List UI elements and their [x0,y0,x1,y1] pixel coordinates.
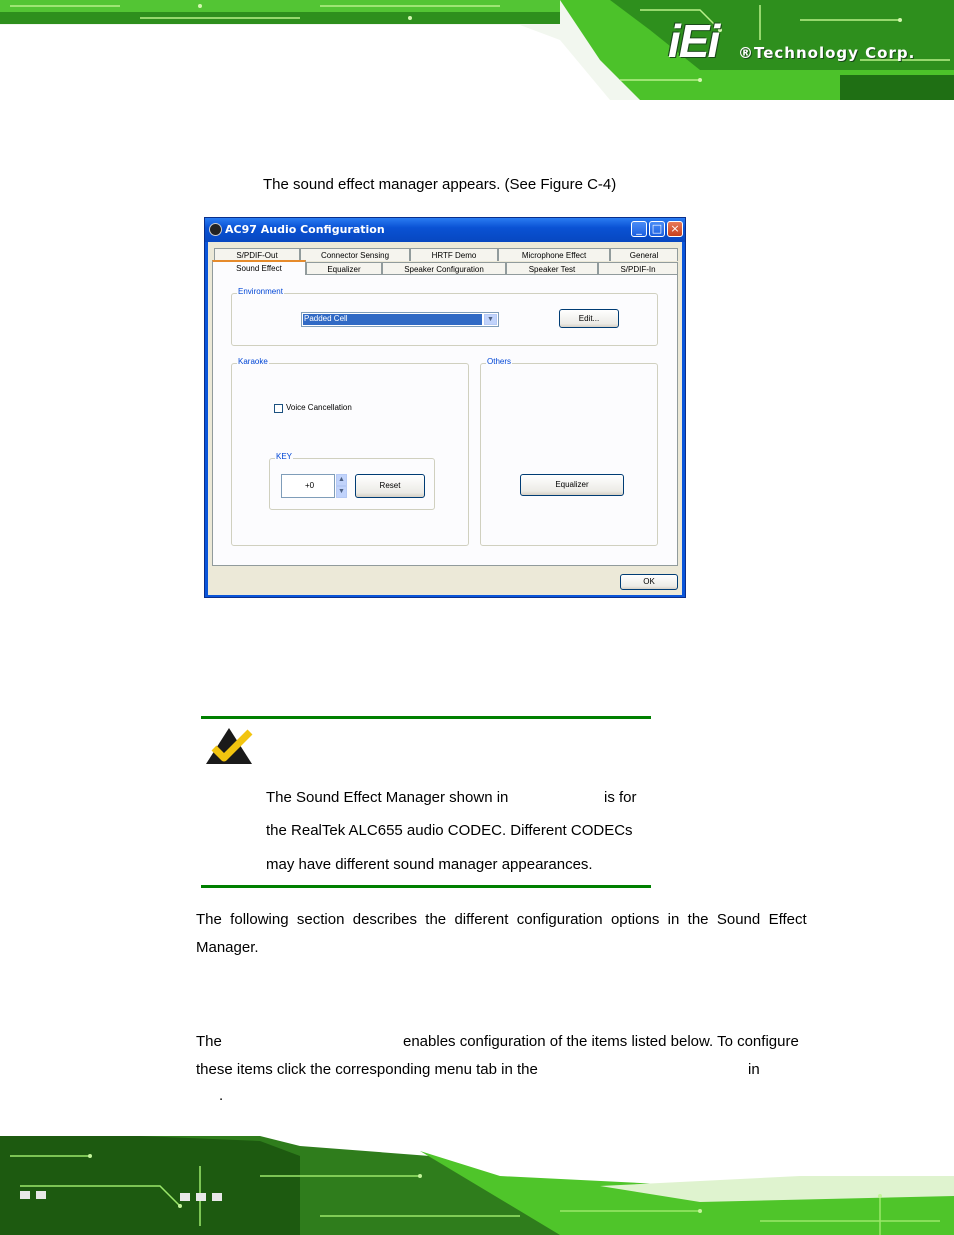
dialog-title: AC97 Audio Configuration [225,223,385,236]
close-icon[interactable]: × [667,221,683,237]
ok-button[interactable]: OK [620,574,678,590]
speaker-app-icon [209,223,222,236]
tab-general[interactable]: General [610,248,678,261]
environment-select[interactable] [301,312,499,327]
audio-config-dialog [204,217,686,598]
tab-speaker-configuration[interactable]: Speaker Configuration [382,262,506,275]
equalizer-button[interactable]: Equalizer [520,474,624,496]
tab-connector-sensing[interactable]: Connector Sensing [300,248,410,261]
key-down-icon[interactable]: ▼ [336,486,347,498]
key-value-field[interactable] [281,474,335,498]
note-line1-b: is for [604,789,637,806]
environment-label: Environment [238,287,283,296]
maximize-icon[interactable]: □ [649,221,665,237]
chevron-down-icon[interactable]: ▼ [484,314,497,325]
tab-microphone-effect[interactable]: Microphone Effect [498,248,610,261]
para2-line2-b: in [748,1061,760,1078]
para2-line1-a: The [196,1033,222,1050]
intro-text: The sound effect manager appears. (See Figure C-4) [263,176,617,193]
para2-line2-a: these items click the corresponding menu tab in the [196,1061,538,1078]
logo-text: ®Technology Corp. [738,44,916,62]
key-value: +0 [305,481,315,490]
voice-cancellation-label: Voice Cancellation [286,403,352,412]
dialog-client [208,242,682,595]
para2-line3: . [219,1087,224,1104]
tab-spdif-out[interactable]: S/PDIF-Out [214,248,300,261]
note-line3: may have different sound manager appearances. [266,856,593,873]
tab-equalizer[interactable]: Equalizer [306,262,382,275]
others-group [480,357,658,546]
key-up-icon[interactable]: ▲ [336,474,347,486]
checkmark-note-icon [204,726,254,766]
karaoke-label: Karaoke [238,357,268,366]
environment-selected-value: Padded Cell [303,314,482,325]
note-line1-a: The Sound Effect Manager shown in [266,789,509,806]
circuit-board-footer-graphic [0,1136,954,1235]
key-group [269,452,435,510]
tab-hrtf-demo[interactable]: HRTF Demo [410,248,498,261]
minimize-icon[interactable]: _ [631,221,647,237]
note-bottom-rule [201,885,651,888]
voice-cancellation-checkbox[interactable] [274,404,283,413]
reset-button[interactable]: Reset [355,474,425,498]
karaoke-group [231,357,469,546]
others-label: Others [487,357,512,366]
tab-sound-effect[interactable]: Sound Effect [212,260,306,275]
para1-line1: The following section describes the different configuration options in the Sound Effect [196,911,807,928]
para1-line2: Manager. [196,939,259,956]
sound-effect-panel [212,274,678,566]
para2-line1-b: enables configuration of the items listed below. To configure [403,1033,799,1050]
note-line2: the RealTek ALC655 audio CODEC. Different CODECs [266,822,633,839]
header-banner [0,0,954,100]
edit-button[interactable]: Edit... [559,309,619,328]
environment-group [231,287,658,346]
dialog-titlebar[interactable] [205,218,685,242]
logo-mark: iEi [668,15,719,67]
company-logo [668,14,948,74]
footer-banner [0,1136,954,1235]
note-top-rule [201,716,651,719]
tab-speaker-test[interactable]: Speaker Test [506,262,598,275]
key-label: KEY [276,452,293,461]
tab-spdif-in[interactable]: S/PDIF-In [598,262,678,275]
